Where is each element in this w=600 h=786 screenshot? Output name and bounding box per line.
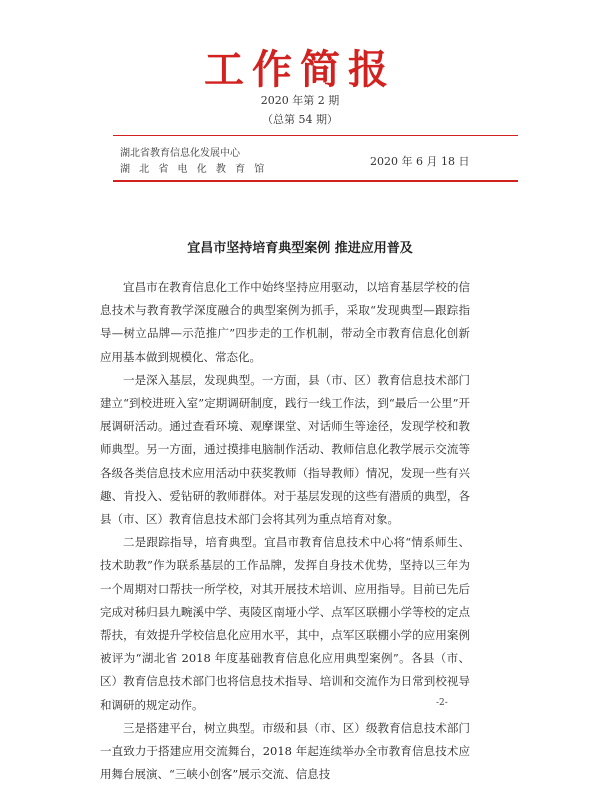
top-divider xyxy=(113,135,518,136)
issuer-line-1: 湖北省教育信息化发展中心 xyxy=(120,148,240,159)
issuer-line-2: 湖 北 省 电 化 教 育 馆 xyxy=(120,164,268,175)
paragraph-guide: 二是跟踪指导，培育典型。宜昌市教育信息技术中心将“情系师生、技术助教”作为联系基层的工作品牌，发挥自身技术优势，坚持以三年为一个周期对口帮扶一所学校，对其开展技术培训、应用指导。目前已先后完成对秭归县九畹溪中学、夷陵区南垭小学、点军区联棚小学等校的定点帮扶，有效提升学校信息化应用水平，其中，点军区联棚小学的应用案例被评为“湖北省 2018 年度基础教育信息化应用典型案例”。各县（市、区）教育信息技术部门也将信息技术指导、培训和交流作为日常到校视导和调研的规定动作。 xyxy=(100,535,470,712)
masthead-title: 工作简报 xyxy=(204,47,396,93)
page-number: -2- xyxy=(436,698,448,708)
paragraph-platform: 三是搭建平台，树立典型。市级和县（市、区）级教育信息技术部门一直致力于搭建应用交流舞台，2018 年起连续举办全市教育信息技术应用舞台展演、“三峡小创客”展示交流、信息技 xyxy=(100,720,470,782)
issue-number: 2020 年第 2 期 xyxy=(260,94,340,107)
issue-date: 2020 年 6 月 18 日 xyxy=(370,155,470,168)
article-headline: 宜昌市坚持培育典型案例 推进应用普及 xyxy=(187,241,413,256)
total-issue-number: （总第 54 期） xyxy=(262,113,338,126)
article-body xyxy=(100,276,470,786)
paragraph-discover: 一是深入基层，发现典型。一方面，县（市、区）教育信息技术部门建立“到校进班入室”定期调研制度，践行一线工作法，到“最后一公里”开展调研活动。通过查看环境、观摩课堂、对话师生等途径，发现学校和教师典型。另一方面，通过摸排电脑制作活动、教师信息化教学展示交流等各级各类信息技术应用活动中获奖教师（指导教师）情况，发现一些有兴趣、肯投入、爱钻研的教师群体。对于基层发现的这些有潜质的典型，各县（市、区）教育信息技术部门会将其列为重点培育对象。 xyxy=(100,372,470,527)
bottom-divider xyxy=(113,180,518,182)
paragraph-intro: 宜昌市在教育信息化工作中始终坚持应用驱动，以培育基层学校的信息技术与教育教学深度融合的典型案例为抓手，采取“发现典型—跟踪指导—树立品牌—示范推广”四步走的工作机制，带动全市教育信息化创新应用基本做到规模化、常态化。 xyxy=(100,280,470,364)
